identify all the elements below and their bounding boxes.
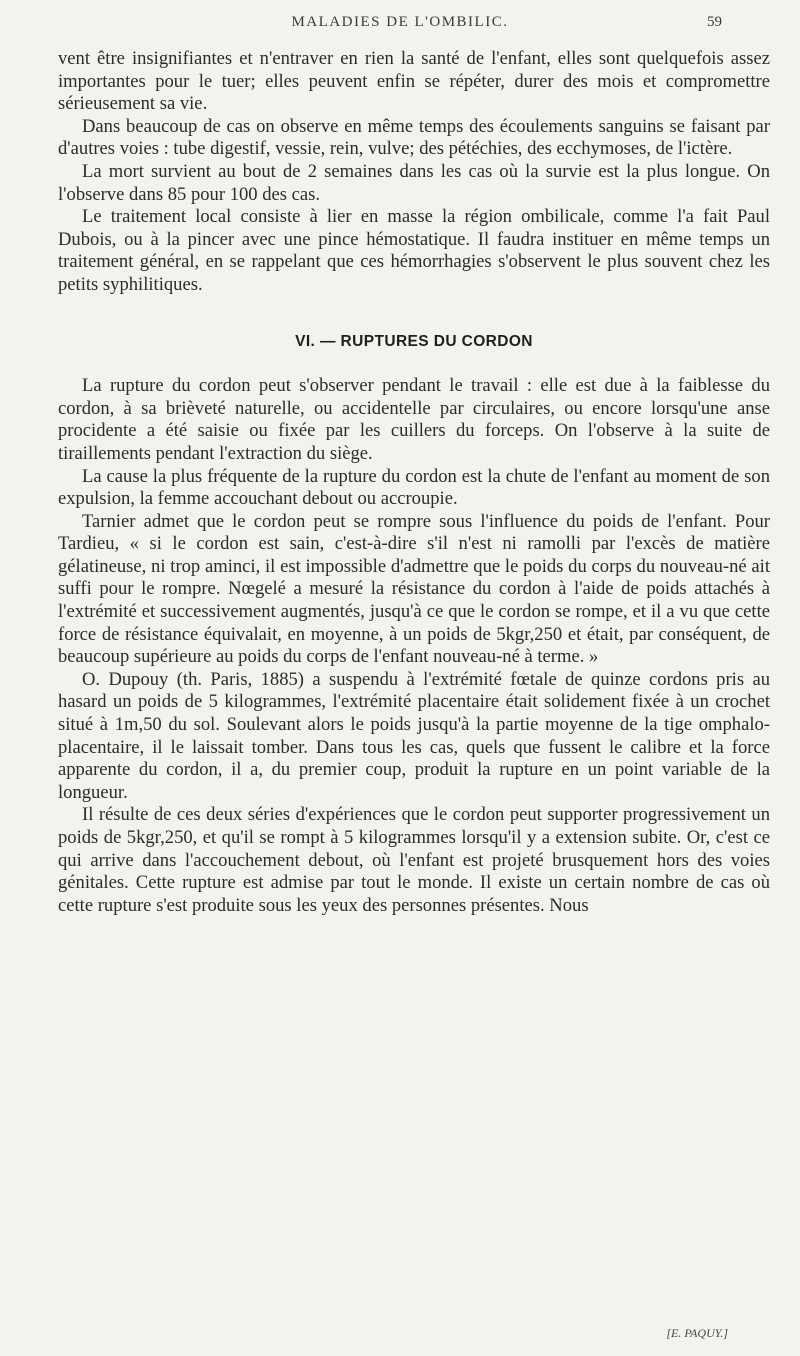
paragraph: Dans beaucoup de cas on observe en même temps des écoulements sanguins se faisant par d'autres voies : tube digestif, vessie, rein, vulve; des pétéchies, des ecchymoses, de l'ictère. <box>58 115 770 160</box>
running-title: MALADIES DE L'OMBILIC. <box>291 14 509 30</box>
paragraph: Tarnier admet que le cordon peut se rompre sous l'influence du poids de l'enfant. Pour Tardieu, « si le cordon est sain, c'est-à-dire s'il n'est ni ramolli par l'excès de matière gélatineuse, ni trop aminci, il est impossible d'admettre que le poids du corps du nouveau-né ait suffi pour le rompre. Nœgelé a mesuré la résistance du cordon à l'aide de poids attachés à l'extrémité et successivement augmentés, jusqu'à ce que le cordon se rompe, et il a vu que cette force de résistance équivalait, en moyenne, à un poids de 5kgr,250 et était, par conséquent, de beaucoup supérieure au poids du corps de l'enfant nouveau-né à terme. » <box>58 510 770 668</box>
paragraphs-before-section <box>58 48 770 297</box>
footer-signature: [E. PAQUY.] <box>666 1326 728 1340</box>
page-number: 59 <box>707 14 722 30</box>
paragraph: La mort survient au bout de 2 semaines dans les cas où la survie est la plus longue. On l'observe dans 85 pour 100 des cas. <box>58 160 770 205</box>
paragraph: Il résulte de ces deux séries d'expériences que le cordon peut supporter progressivement un poids de 5kgr,250, et qu'il se rompt à 5 kilogrammes lorsqu'il y a extension subite. Or, c'est ce qui arrive dans l'accouchement debout, où l'enfant est projeté brusquement hors des voies génitales. Cette rupture est admise par tout le monde. Il existe un certain nombre de cas où cette rupture s'est produite sous les yeux des personnes présentes. Nous <box>58 804 770 916</box>
running-header <box>0 14 800 36</box>
body-text <box>58 48 770 917</box>
section-heading: VI. — RUPTURES DU CORDON <box>295 332 533 350</box>
paragraph: La cause la plus fréquente de la rupture du cordon est la chute de l'enfant au moment de son expulsion, la femme accouchant debout ou accroupie. <box>58 465 770 510</box>
paragraphs-after-section <box>58 375 770 917</box>
paragraph: Le traitement local consiste à lier en masse la région ombilicale, comme l'a fait Paul Dubois, ou à la pincer avec une pince hémostatique. Il faudra instituer en même temps un traitement général, en se rappelant que ces hémorrhagies s'observent le plus souvent chez les petits syphilitiques. <box>58 206 770 295</box>
paragraph: La rupture du cordon peut s'observer pendant le travail : elle est due à la faiblesse du cordon, à sa brièveté naturelle, ou accidentelle par circulaires, ou encore lorsqu'une anse procidente a été saisie ou fixée par les cuillers du forceps. On l'observe à la suite de tiraillements pendant l'extraction du siège. <box>58 375 770 464</box>
paragraph: O. Dupouy (th. Paris, 1885) a suspendu à l'extrémité fœtale de quinze cordons pris au hasard un poids de 5 kilogrammes, l'extrémité placentaire était solidement fixée à un crochet situé à 1m,50 du sol. Soulevant alors le poids jusqu'à la partie moyenne de la tige omphalo-placentaire, il le laissait tomber. Dans tous les cas, quels que fussent le calibre et la force apparente du cordon, il a, du premier coup, produit la rupture en un point variable de la longueur. <box>58 668 770 803</box>
paragraph: vent être insignifiantes et n'entraver en rien la santé de l'enfant, elles sont quelquefois assez importantes pour le tuer; elles peuvent enfin se répéter, durer des mois et compromettre sérieusement sa vie. <box>58 48 770 115</box>
